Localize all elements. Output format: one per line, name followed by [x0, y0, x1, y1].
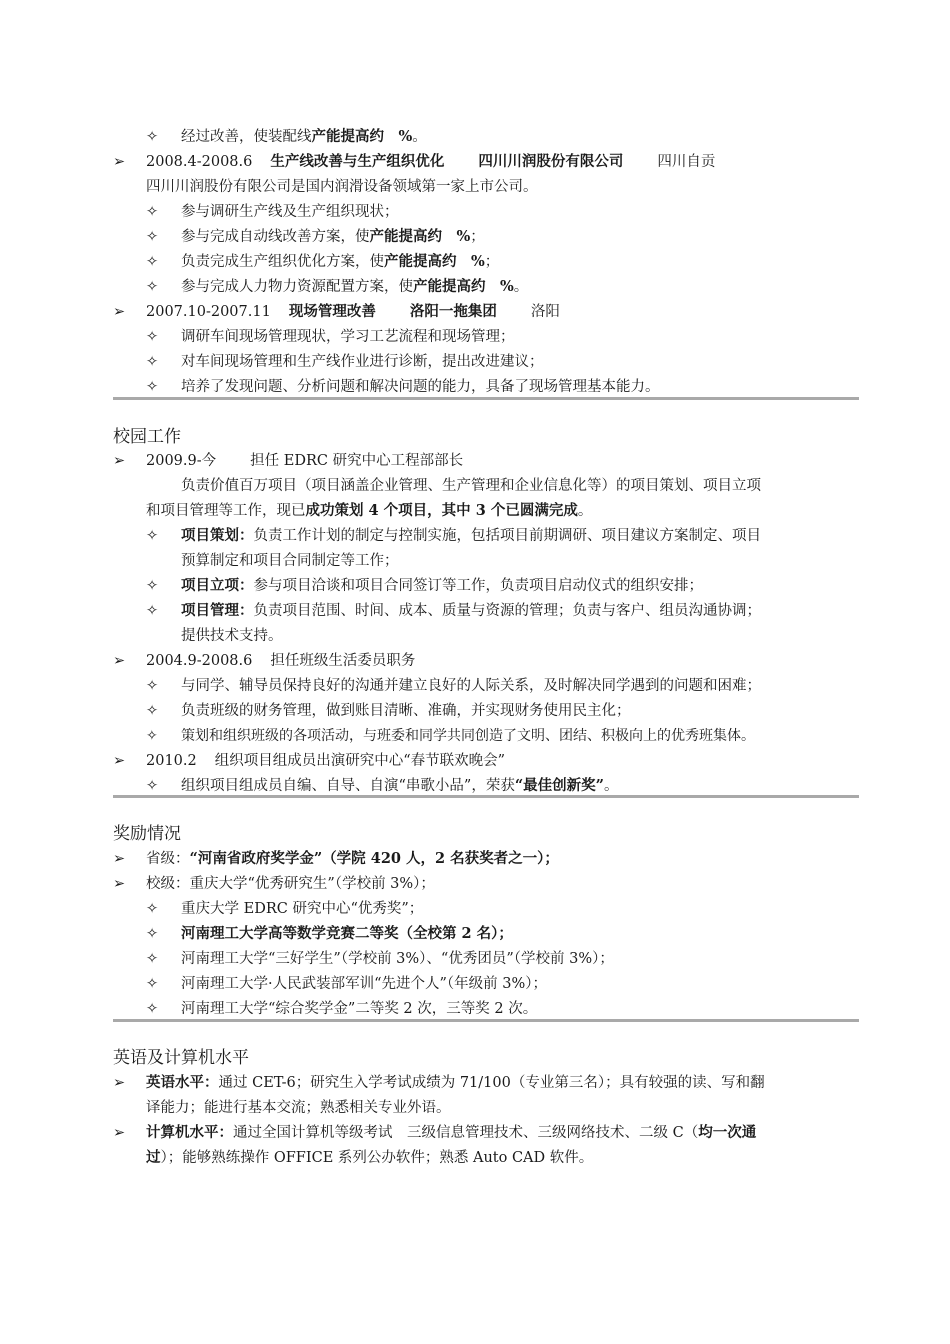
- work-bullet: ✧ 对车间现场管理和生产线作业进行诊断，提出改进建议；: [146, 354, 544, 370]
- entry-description: 四川川润股份有限公司是国内润滑设备领域第一家上市公司。: [146, 179, 538, 195]
- campus-bullet-cont: 提供技术支持。: [181, 628, 283, 644]
- award-item: ✧ 河南理工大学“三好学生”（学校前 3%）、“优秀团员”（学校前 3%）；: [146, 951, 614, 967]
- diamond-bullet-icon: ✧: [146, 1001, 159, 1017]
- entry-project: 现场管理改善: [288, 303, 376, 320]
- entry-company: 洛阳一拖集团: [409, 303, 497, 320]
- diamond-bullet-icon: ✧: [146, 379, 159, 395]
- skill-computer: ➢ 计算机水平：通过全国计算机等级考试 三级信息管理技术、三级网络技术、二级 C（均一次通: [113, 1124, 757, 1141]
- arrow-bullet-icon: ➢: [113, 453, 126, 469]
- section-title-campus: 校园工作: [113, 427, 181, 447]
- work-bullet: ✧ 负责完成生产组织优化方案，使产能提高约 %；: [146, 253, 500, 270]
- skill-computer-cont: 过）；能够熟练操作 OFFICE 系列公办软件；熟悉 Auto CAD 软件。: [146, 1149, 594, 1166]
- award-item: ✧ 河南理工大学“综合奖学金”二等奖 2 次，三等奖 2 次。: [146, 1001, 538, 1017]
- work-entry-header: [113, 302, 560, 322]
- work-bullet: ✧ 参与调研生产线及生产组织现状；: [146, 204, 399, 220]
- diamond-bullet-icon: ✧: [146, 778, 159, 794]
- diamond-bullet-icon: ✧: [146, 528, 159, 544]
- diamond-bullet-icon: ✧: [146, 578, 159, 594]
- campus-description: 负责价值百万项目（项目涵盖企业管理、生产管理和企业信息化等）的项目策划、项目立项: [181, 478, 761, 494]
- award-provincial: ➢ 省级：“河南省政府奖学金”（学院 420 人，2 名获奖者之一）；: [113, 850, 559, 867]
- campus-bullet: ✧ 与同学、辅导员保持良好的沟通并建立良好的人际关系，及时解决同学遇到的问题和困难；: [146, 678, 761, 694]
- diamond-bullet-icon: ✧: [146, 951, 159, 967]
- diamond-bullet-icon: ✧: [146, 603, 159, 619]
- work-bullet: ✧ 参与完成自动线改善方案，使产能提高约 %；: [146, 228, 485, 245]
- section-title-skills: 英语及计算机水平: [113, 1048, 249, 1068]
- award-item: ✧ 河南理工大学高等数学竞赛二等奖（全校第 2 名）；: [146, 925, 513, 942]
- campus-bullet: ✧ 负责班级的财务管理，做到账目清晰、准确，并实现财务使用民主化；: [146, 703, 631, 719]
- campus-bullet-cont: 预算制定和项目合同制定等工作；: [181, 553, 399, 569]
- diamond-bullet-icon: ✧: [146, 976, 159, 992]
- work-bullet: ✧ 经过改善，使装配线产能提高约 %。: [146, 128, 427, 145]
- diamond-bullet-icon: ✧: [146, 901, 159, 917]
- section-title-awards: 奖励情况: [113, 824, 181, 844]
- skill-english-cont: 译能力；能进行基本交流；熟悉相关专业外语。: [146, 1100, 451, 1116]
- campus-bullet: ✧ 策划和组织班级的各项活动，与班委和同学共同创造了文明、团结、积极向上的优秀班集体。: [146, 728, 755, 744]
- entry-company: 四川川润股份有限公司: [478, 153, 624, 170]
- arrow-bullet-icon: ➢: [113, 876, 126, 892]
- campus-bullet: ✧ 组织项目组成员自编、自导、自演“串歌小品”，荣获“最佳创新奖”。: [146, 777, 619, 794]
- diamond-bullet-icon: ✧: [146, 254, 159, 270]
- diamond-bullet-icon: ✧: [146, 329, 159, 345]
- diamond-bullet-icon: ✧: [146, 279, 159, 295]
- arrow-bullet-icon: ➢: [113, 753, 126, 769]
- campus-entry-header: ➢ 2004.9-2008.6 担任班级生活委员职务: [113, 653, 416, 669]
- diamond-bullet-icon: ✧: [146, 678, 159, 694]
- entry-date: 2007.10-2007.11: [146, 304, 271, 320]
- entry-project: 生产线改善与生产组织优化: [270, 153, 445, 170]
- campus-bullet: ✧ 项目管理：负责项目范围、时间、成本、质量与资源的管理；负责与客户、组员沟通协调；: [146, 602, 761, 619]
- campus-bullet: ✧ 项目立项：参与项目洽谈和项目合同签订等工作，负责项目启动仪式的组织安排；: [146, 577, 703, 594]
- campus-entry-header: ➢ 2010.2 组织项目组成员出演研究中心“春节联欢晚会”: [113, 753, 506, 769]
- arrow-bullet-icon: ➢: [113, 653, 126, 669]
- entry-location: 洛阳: [530, 304, 560, 320]
- arrow-bullet-icon: ➢: [113, 1075, 126, 1091]
- entry-date: 2008.4-2008.6: [146, 154, 253, 170]
- award-item: ✧ 重庆大学 EDRC 研究中心“优秀奖”；: [146, 901, 424, 917]
- work-bullet: ✧ 调研车间现场管理现状，学习工艺流程和现场管理；: [146, 329, 515, 345]
- arrow-bullet-icon: ➢: [113, 851, 126, 867]
- section-divider: [113, 397, 859, 400]
- section-divider: [113, 795, 859, 798]
- diamond-bullet-icon: ✧: [146, 354, 159, 370]
- campus-entry-header: ➢ 2009.9-今 担任 EDRC 研究中心工程部部长: [113, 453, 464, 469]
- award-school: ➢ 校级：重庆大学“优秀研究生”（学校前 3%）；: [113, 876, 435, 892]
- arrow-bullet-icon: ➢: [113, 304, 126, 320]
- diamond-bullet-icon: ✧: [146, 728, 158, 744]
- diamond-bullet-icon: ✧: [146, 703, 159, 719]
- diamond-bullet-icon: ✧: [146, 926, 159, 942]
- award-item: ✧ 河南理工大学·人民武装部军训“先进个人”（年级前 3%）；: [146, 976, 548, 992]
- entry-location: 四川自贡: [657, 154, 716, 170]
- campus-description: 和项目管理等工作，现已成功策划 4 个项目，其中 3 个已圆满完成。: [146, 502, 593, 519]
- arrow-bullet-icon: ➢: [113, 1125, 126, 1141]
- diamond-bullet-icon: ✧: [146, 129, 159, 145]
- arrow-bullet-icon: ➢: [113, 154, 126, 170]
- skill-english: ➢ 英语水平：通过 CET-6；研究生入学考试成绩为 71/100（专业第三名）；具有较强的读、写和翻: [113, 1074, 765, 1091]
- work-bullet: ✧ 参与完成人力物力资源配置方案，使产能提高约 %。: [146, 278, 529, 295]
- section-divider: [113, 1019, 859, 1022]
- campus-bullet: ✧ 项目策划：负责工作计划的制定与控制实施，包括项目前期调研、项目建议方案制定、项目: [146, 527, 761, 544]
- diamond-bullet-icon: ✧: [146, 204, 159, 220]
- diamond-bullet-icon: ✧: [146, 229, 159, 245]
- work-bullet: ✧ 培养了发现问题、分析问题和解决问题的能力，具备了现场管理基本能力。: [146, 379, 660, 395]
- work-entry-header: [113, 152, 715, 172]
